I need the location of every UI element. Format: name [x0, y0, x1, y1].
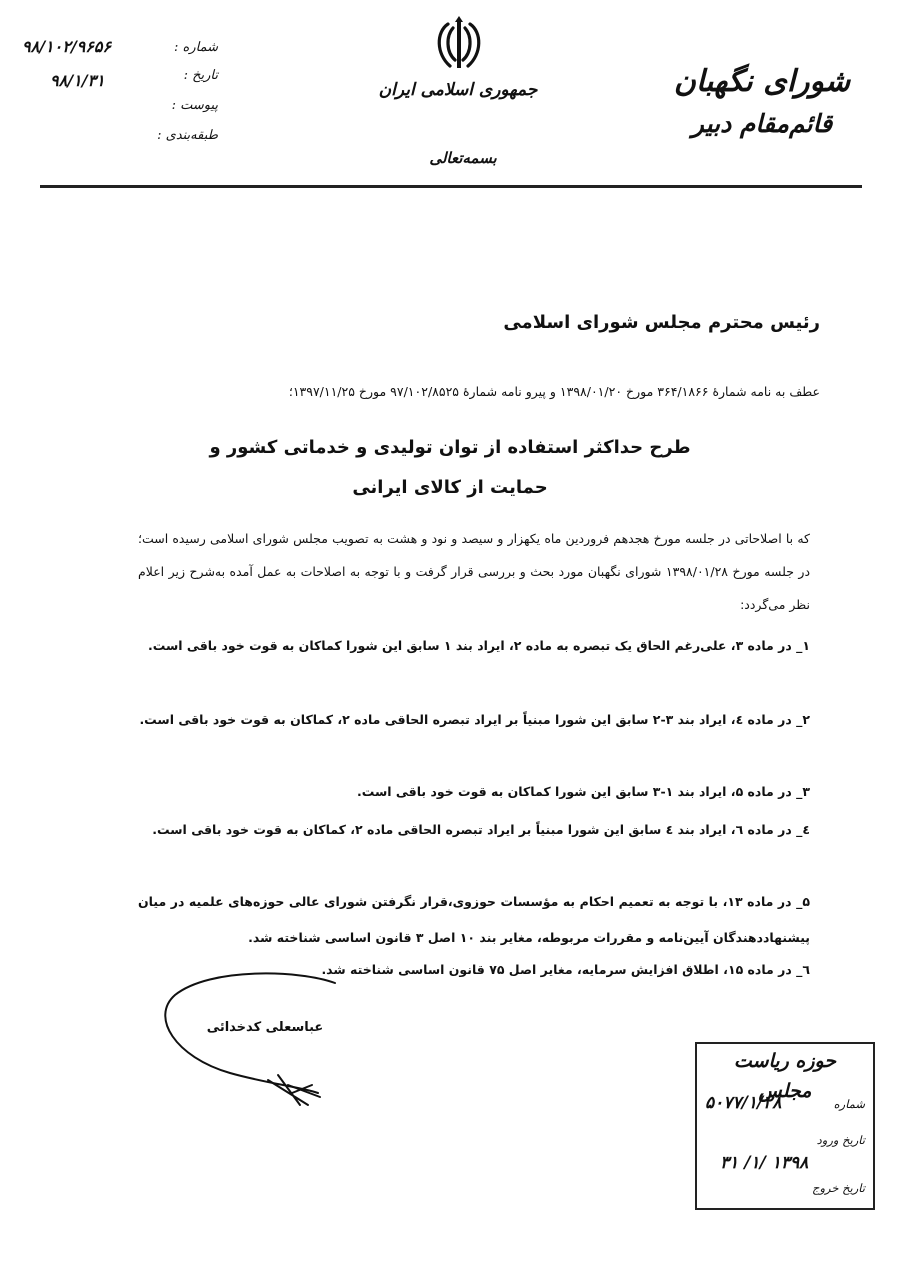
iran-emblem-icon: [428, 14, 490, 76]
signer-name: عباسعلی کدخدائی: [206, 1020, 324, 1035]
stamp-title: حوزه ریاست مجلس: [733, 1050, 837, 1102]
bill-title-line-2: حمایت از کالای ایرانی: [352, 477, 548, 498]
org-name: شورای نگهبان: [673, 64, 851, 99]
ruling-item: ٤_ در ماده ٦، ایراد بند ٤ سابق این شورا مبنیاً بر ایراد تبصره الحاقی ماده ۲، کماکان به قوت خود باقی است.: [152, 822, 810, 837]
ruling-item: ٦_ در ماده ۱۵، اطلاق افزایش سرمایه، مغایر اصل ۷۵ قانون اساسی شناخته شد.: [321, 962, 810, 977]
number-label: شماره :: [174, 40, 218, 55]
header-divider: [40, 185, 862, 188]
stamp-number-label: شماره: [833, 1097, 865, 1111]
ruling-item: ۵_ در ماده ۱۳، با توجه به تعمیم احکام به مؤسسات حوزوی،قرار نگرفتن شورای عالی حوزه‌های علمیه در میان پیشنهاددهندگان آیین‌نامه و مقررات مربوطه، مغایر بند ۱۰ اصل ۳ قانون اساسی شناخته شد.: [138, 894, 810, 945]
ruling-item: ۱_ در ماده ۳، علی‌رغم الحاق یک تبصره به ماده ۲، ایراد بند ۱ سابق این شورا کماکان به قوت خود باقی است.: [148, 638, 810, 653]
stamp-entry-label: تاریخ ورود: [816, 1133, 865, 1147]
classification-label: طبقه‌بندی :: [157, 128, 218, 143]
reference-line: عطف به نامه شمارهٔ ۳۶۴/۱۸۶۶ مورخ ۱۳۹۸/۰۱/۲۰ و پیرو نامه شمارهٔ ۹۷/۱۰۲/۸۵۲۵ مورخ ۱۳۹۷/۱۱/۲۵؛: [288, 384, 820, 399]
intro-paragraph: که با اصلاحاتی در جلسه مورخ هجدهم فروردین ماه یکهزار و سیصد و نود و هشت به تصویب مجلس شورای اسلامی رسیده است؛ در جلسه مورخ ۱۳۹۸/۰۱/۲۸ شورای نگهبان مورد بحث و بررسی قرار گرفت و با توجه به اصلاحات به عمل آمده به‌شرح زیر اعلام نظر می‌گردد:: [138, 531, 811, 612]
ruling-item: ۲_ در ماده ٤، ایراد بند ۳-۲ سابق این شورا مبنیاً بر ایراد تبصره الحاقی ماده ۲، کماکان به قوت خود باقی است.: [139, 712, 810, 727]
bill-title-line-1: طرح حداکثر استفاده از توان تولیدی و خدماتی کشور و: [209, 437, 691, 458]
basmala: بسمه‌تعالی: [429, 149, 497, 167]
republic-name: جمهوری اسلامی ایران: [378, 80, 538, 100]
date-label: تاریخ :: [183, 68, 218, 83]
org-subtitle: قائم‌مقام دبیر: [691, 109, 833, 138]
addressee: رئیس محترم مجلس شورای اسلامی: [503, 312, 820, 333]
ruling-item: ۳_ در ماده ۵، ایراد بند ۱-۳ سابق این شورا کماکان به قوت خود باقی است.: [356, 784, 810, 799]
stamp-exit-label: تاریخ خروج: [812, 1181, 865, 1195]
letter-date: ۹۸/۱/۳۱: [50, 71, 105, 90]
stamp-number-value: ۵۰۷۷/۱/۲۸: [705, 1093, 782, 1113]
stamp-entry-date: ۱۳۹۸ /۱/ ۳۱: [720, 1153, 809, 1173]
signature-icon: [150, 965, 380, 1115]
letter-number: ۹۸/۱۰۲/۹۶۵۶: [22, 37, 112, 56]
attachment-label: پیوست :: [171, 98, 218, 113]
